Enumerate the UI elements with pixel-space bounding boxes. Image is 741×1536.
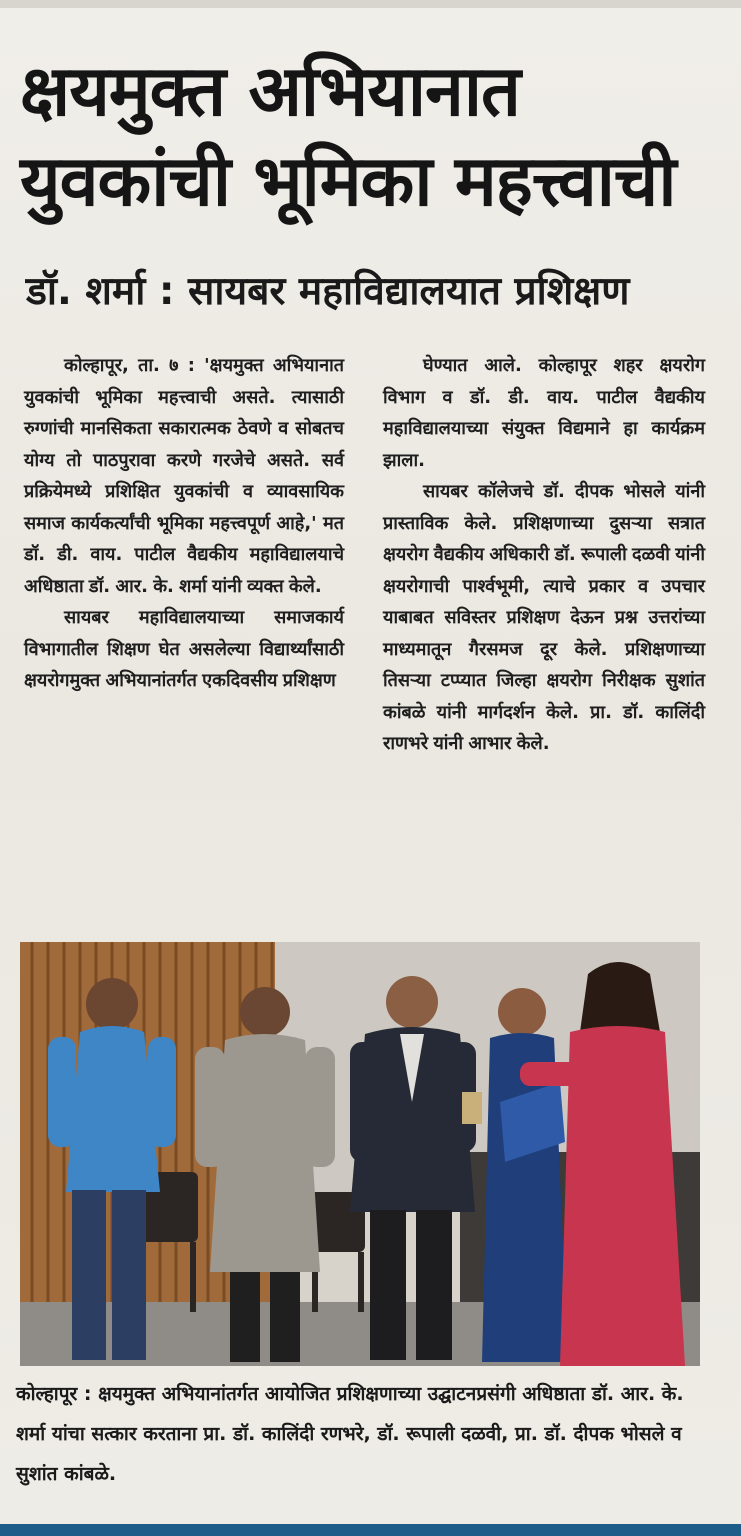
bottom-band <box>0 1524 741 1536</box>
paragraph: सायबर कॉलेजचे डॉ. दीपक भोसले यांनी प्रास्ताविक केले. प्रशिक्षणाच्या दुसऱ्या सत्रात क्षयरोग वैद्यकीय अधिकारी डॉ. रूपाली दळवी यांनी क्षयरोगाची पार्श्वभूमी, त्याचे प्रकार व उपचार याबाबत सविस्तर प्रशिक्षण देऊन प्रश्न उत्तरांच्या माध्यमातून गैरसमज दूर केले. प्रशिक्षणाच्या तिसऱ्या टप्प्यात जिल्हा क्षयरोग निरीक्षक सुशांत कांबळे यांनी मार्गदर्शन केले. प्रा. डॉ. कालिंदी राणभरे यांनी आभार केले. <box>383 481 705 754</box>
paragraph: सायबर महाविद्यालयाच्या समाजकार्य विभागातील शिक्षण घेत असलेल्या विद्यार्थ्यांसाठी क्षयरोगमुक्त अभियानांतर्गत एकदिवसीय प्रशिक्षण <box>24 607 344 691</box>
paragraph: कोल्हापूर, ता. ७ : 'क्षयमुक्त अभियानात युवकांची भूमिका महत्त्वाची असते. त्यासाठी रुग्णांची मानसिकता सकारात्मक ठेवणे व सोबतच योग्य तो पाठपुरावा करणे गरजेचे असते. सर्व प्रक्रियेमध्ये प्रशिक्षित युवकांची व व्यावसायिक समाज कार्यकर्त्यांची भूमिका महत्त्वपूर्ण आहे,' मत डॉ. डी. वाय. पाटील वैद्यकीय महाविद्यालयाचे अधिष्ठाता डॉ. आर. के. शर्मा यांनी व्यक्त केले. <box>24 355 344 597</box>
headline-line-2: युवकांची भूमिका महत्त्वाची <box>20 140 676 222</box>
event-photo-illustration <box>20 942 700 1366</box>
event-photo <box>20 942 700 1366</box>
paragraph: घेण्यात आले. कोल्हापूर शहर क्षयरोग विभाग व डॉ. डी. वाय. पाटील वैद्यकीय महाविद्यालयाच्या संयुक्त विद्यमाने हा कार्यक्रम झाला. <box>383 355 705 471</box>
memento-trophy <box>462 1092 482 1124</box>
subheadline: डॉ. शर्मा : सायबर महाविद्यालयात प्रशिक्षण <box>26 269 630 314</box>
headline <box>20 46 730 226</box>
headline-line-1: क्षयमुक्त अभियानात <box>20 50 520 132</box>
photo-caption: कोल्हापूर : क्षयमुक्त अभियानांतर्गत आयोजित प्रशिक्षणाच्या उद्घाटनप्रसंगी अधिष्ठाता डॉ. आर. के. शर्मा यांचा सत्कार करताना प्रा. डॉ. कालिंदी रणभरे, डॉ. रूपाली दळवी, प्रा. डॉ. दीपक भोसले व सुशांत कांबळे. <box>16 1383 684 1485</box>
article-column-right <box>383 350 705 910</box>
top-divider <box>0 0 741 8</box>
article-column-left <box>24 350 344 920</box>
